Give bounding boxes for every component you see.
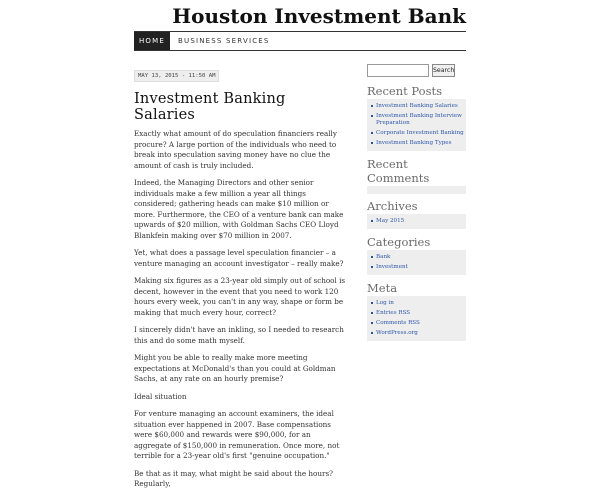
- widget-title: Categories: [367, 235, 431, 249]
- bullet-icon: [371, 132, 373, 134]
- bullet-icon: [371, 142, 373, 144]
- bullet-icon: [371, 332, 373, 334]
- bullet-icon: [371, 322, 373, 324]
- link-text: WordPress.org: [376, 329, 418, 336]
- post-paragraph: Making six figures as a 23-year old simply out of school is decent, however in the event that you need to work 120 hours every week, you can't in any way, shape or form be making that much every hour, correct?: [134, 276, 346, 317]
- widget-title: Recent Posts: [367, 84, 443, 98]
- meta-link[interactable]: [367, 308, 466, 318]
- recent-post-link[interactable]: [367, 101, 466, 111]
- search-form: [367, 64, 466, 78]
- post-paragraph: I sincerely didn't have an inkling, so I needed to research this and do some math myself.: [134, 325, 344, 345]
- link-text: Investment Banking Types: [376, 139, 452, 146]
- search-input[interactable]: [367, 64, 429, 77]
- site-title[interactable]: Houston Investment Bank: [172, 4, 466, 28]
- meta-link[interactable]: [367, 318, 466, 328]
- widget-title: Archives: [367, 199, 418, 213]
- recent-post-link[interactable]: [367, 138, 466, 148]
- recent-post-link[interactable]: [367, 128, 466, 138]
- widget-archives: [367, 199, 466, 229]
- search-button[interactable]: Search: [432, 64, 455, 77]
- widget-box-empty: [367, 186, 466, 194]
- widget-categories: [367, 235, 466, 275]
- meta-link[interactable]: [367, 328, 466, 338]
- post-paragraph: For venture managing an account examiners, the ideal situation ever happened in 2007. Base compensations were $60,000 and rewards were $90,000, for an aggregate of $150,000 in remuneration. Once more, not terrible for a 23-year old's first "genuine occupation.": [134, 409, 340, 460]
- widget-title: Meta: [367, 281, 398, 295]
- post-title[interactable]: Investment Banking Salaries: [134, 91, 286, 123]
- link-text: Log in: [376, 299, 394, 306]
- post-paragraph: Might you be able to really make more meeting expectations at McDonald's than you could at Goldman Sachs, at any rate on an hourly premise?: [134, 353, 336, 383]
- link-text: Investment Banking Interview Preparation: [376, 112, 462, 126]
- main-content: [134, 62, 346, 497]
- nav-item-home[interactable]: HOME: [134, 32, 170, 50]
- link-text: Bank: [376, 253, 391, 260]
- post-body: [134, 129, 346, 490]
- widget-meta: [367, 281, 466, 341]
- bullet-icon: [371, 302, 373, 304]
- post-paragraph: Be that as it may, what might be said about the hours? Regularly,: [134, 468, 333, 488]
- site-header: [134, 4, 466, 28]
- link-text: May 2015: [376, 217, 405, 224]
- link-text: Corporate Investment Banking: [376, 129, 464, 136]
- sidebar: [367, 64, 466, 341]
- widget-box: [367, 214, 466, 229]
- link-text: Investment: [376, 263, 408, 270]
- widget-box: [367, 250, 466, 275]
- widget-box: [367, 99, 466, 151]
- recent-post-link[interactable]: [367, 111, 466, 128]
- post-paragraph: Ideal situation: [134, 391, 187, 401]
- archive-link[interactable]: [367, 216, 466, 226]
- link-text: Entries RSS: [376, 309, 411, 316]
- bullet-icon: [371, 312, 373, 314]
- bullet-icon: [371, 256, 373, 258]
- category-link[interactable]: [367, 252, 466, 262]
- post-paragraph: Exactly what amount of do speculation financiers really procure? A large portion of the individuals who need to break into speculation saving money have no clue the amount of cash is truly included.: [134, 129, 337, 170]
- link-text: Investment Banking Salaries: [376, 102, 458, 109]
- bullet-icon: [371, 220, 373, 222]
- widget-box: [367, 296, 466, 341]
- main-nav: [134, 31, 466, 51]
- link-text: Comments RSS: [376, 319, 420, 326]
- nav-item-business-services[interactable]: BUSINESS SERVICES: [178, 37, 270, 45]
- bullet-icon: [371, 115, 373, 117]
- post-paragraph: Yet, what does a passage level speculation financier – a venture managing an account investigator – really make?: [134, 248, 344, 268]
- widget-title: Recent Comments: [367, 157, 430, 185]
- post-paragraph: Indeed, the Managing Directors and other senior individuals make a few million a year all things considered; gathering heads can make $10 million or more. Furthermore, the CEO of a venture bank can make upwards of $20 million, with Goldman Sachs CEO Lloyd Blankfein making over $70 million in 2007.: [134, 178, 344, 240]
- post-date: MAY 13, 2015 - 11:50 AM: [134, 70, 219, 82]
- widget-recent-posts: [367, 84, 466, 151]
- bullet-icon: [371, 266, 373, 268]
- widget-recent-comments: [367, 157, 466, 194]
- bullet-icon: [371, 105, 373, 107]
- category-link[interactable]: [367, 262, 466, 272]
- meta-link[interactable]: [367, 298, 466, 308]
